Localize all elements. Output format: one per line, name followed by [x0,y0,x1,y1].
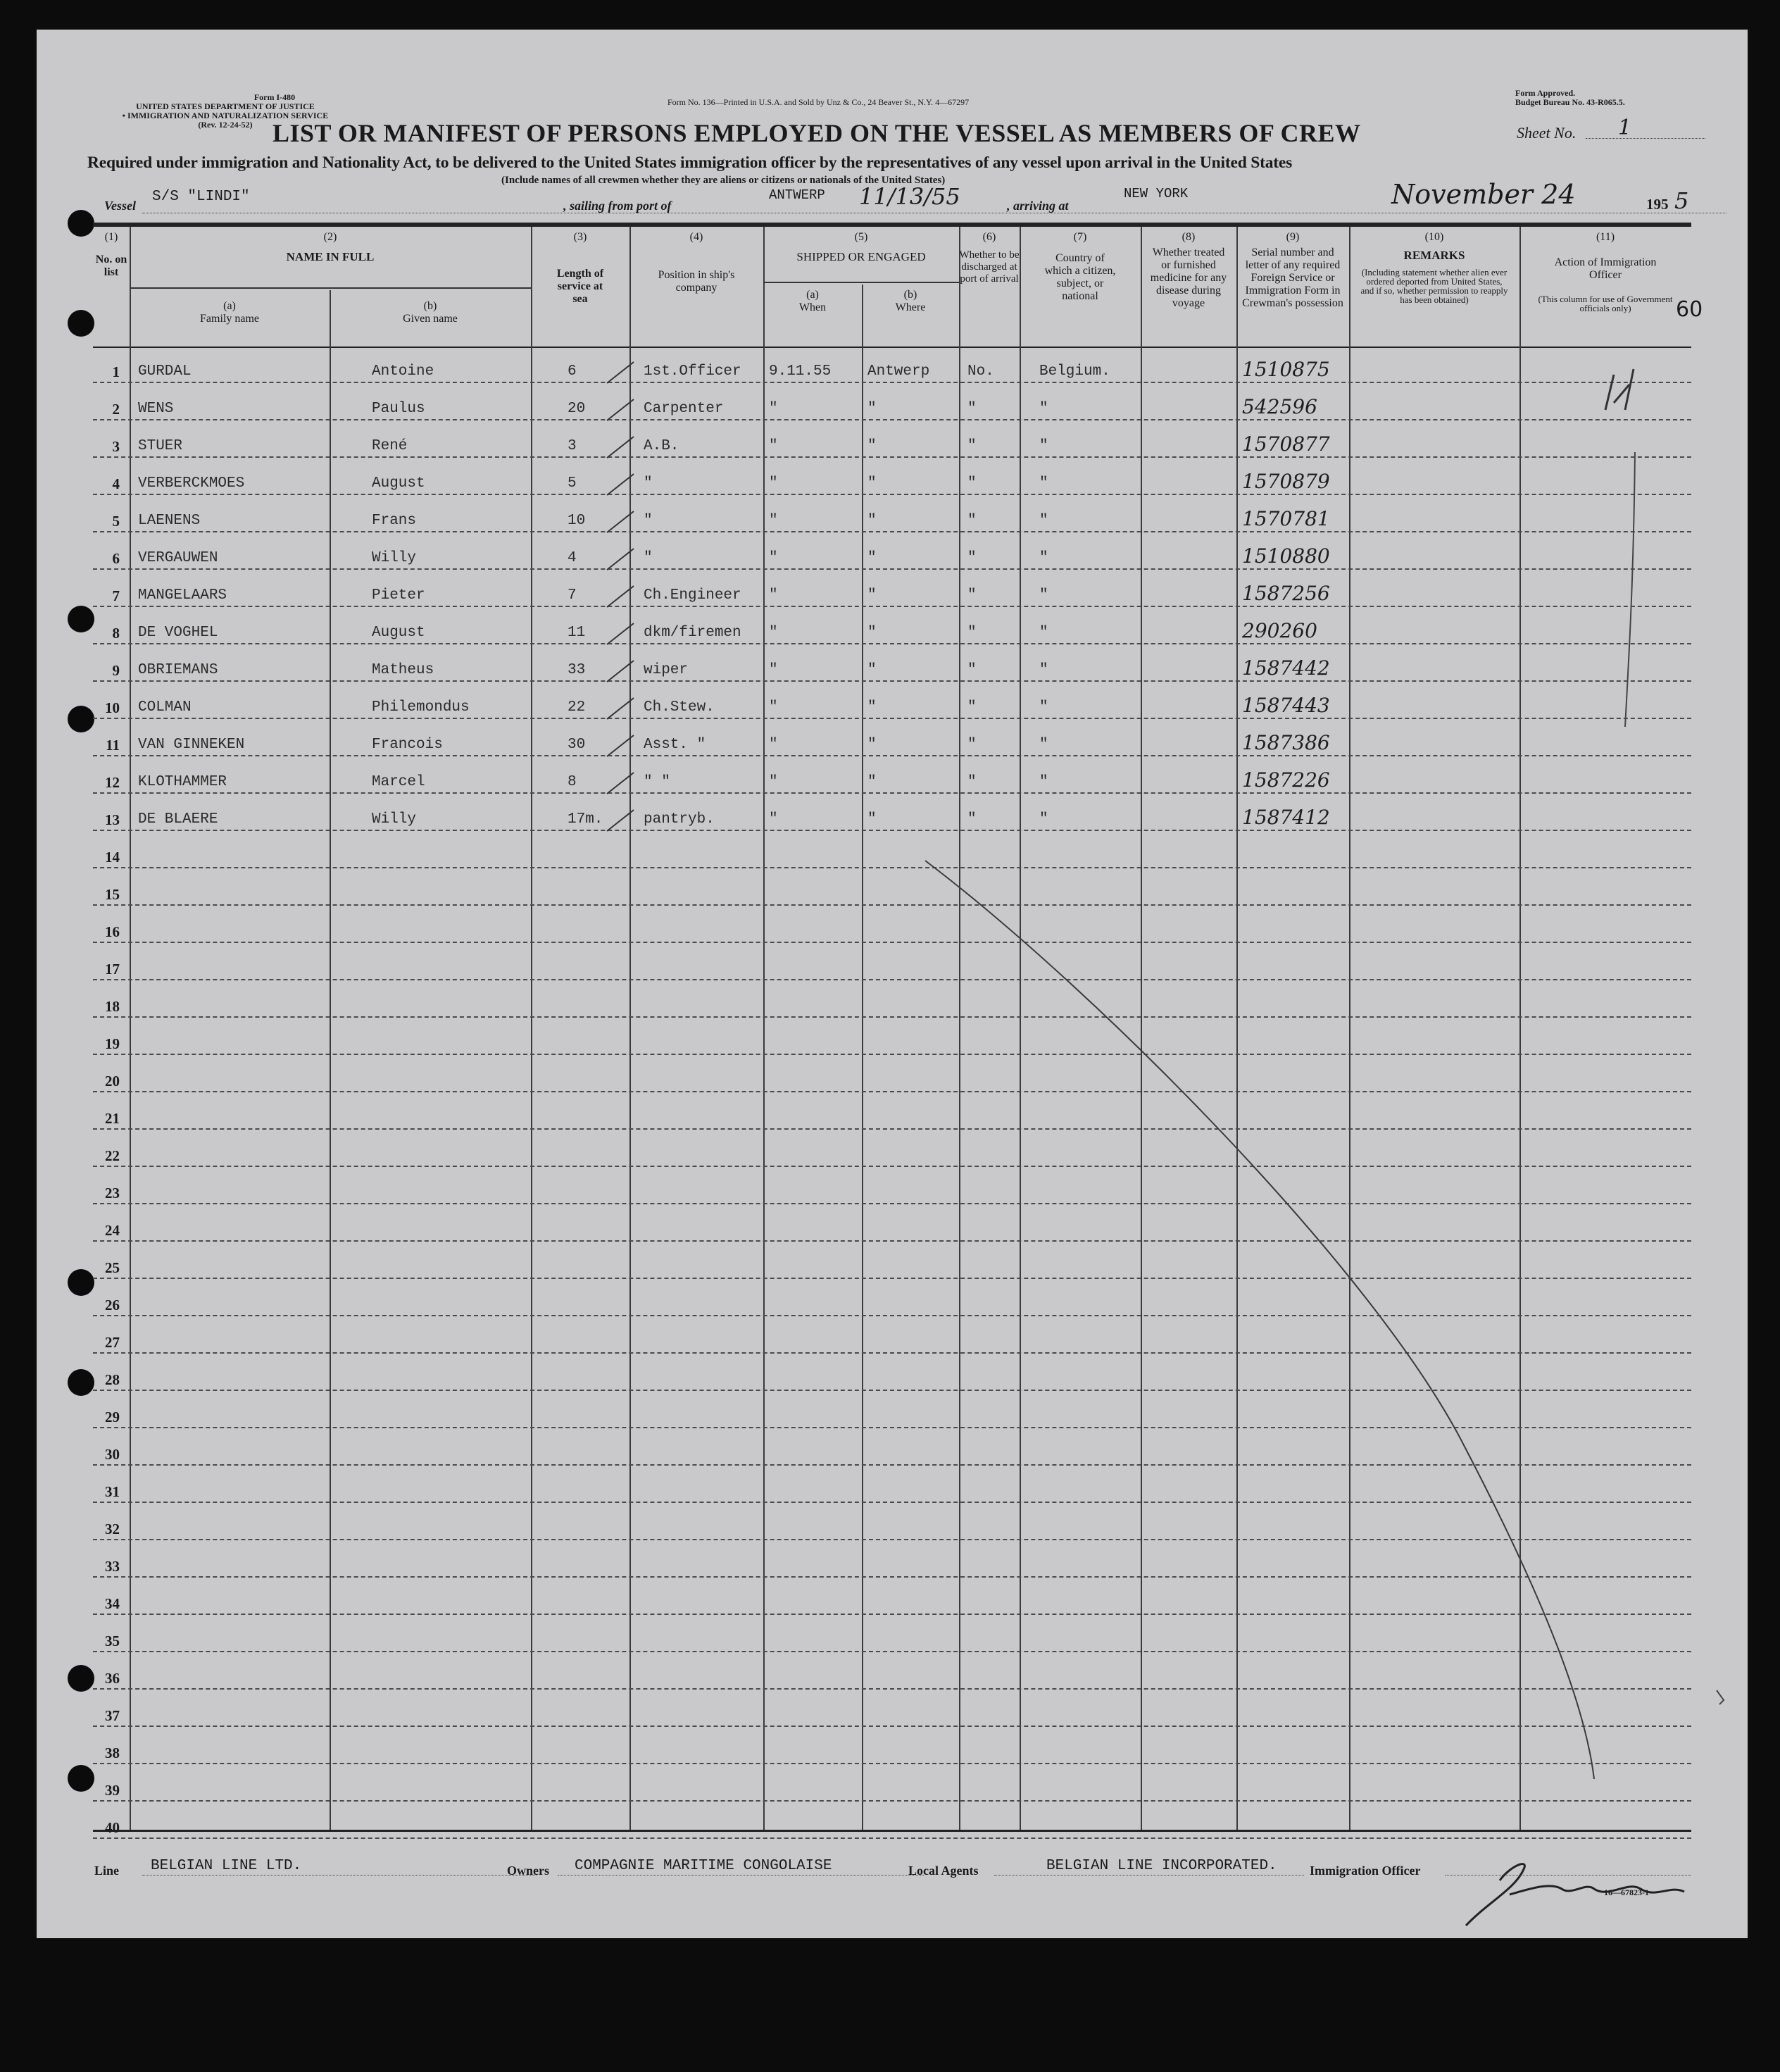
diagonal-pencil-stroke [925,861,1594,1779]
col-11-number: (11) [1596,231,1615,243]
row-number: 20 [105,1073,120,1090]
col-5b-label: Where [895,301,926,313]
col-4-number: (4) [689,231,703,243]
crew-discharge-cell: " [967,737,977,753]
year-prefix: 195 [1646,196,1669,213]
owners-underline [558,1875,924,1876]
col-5a-label: When [798,301,827,313]
pencil-annotations [37,30,1748,1938]
col-2a-label: Family name [200,313,259,325]
col-5-number: (5) [854,231,868,243]
crew-where-cell: " [867,401,877,417]
crew-when-cell: " [769,737,778,753]
crew-country-cell: " [1039,587,1048,604]
col-8-label: Whether treated or furnished medicine for any disease during voyage [1150,246,1227,309]
crew-position-cell: 1st.Officer [644,363,741,380]
crew-where-cell: " [867,737,877,753]
col-3-label: Length of service at sea [556,268,604,305]
crew-family-cell: STUER [138,438,183,454]
crew-service-cell: 8 [568,774,577,790]
arriving-label: , arriving at [1007,199,1069,213]
crew-serial-cell: 1587386 [1242,731,1330,754]
crew-when-cell: " [769,401,778,417]
crew-where-cell: " [867,438,877,454]
crew-service-cell: 20 [568,401,586,417]
row-number: 23 [105,1185,120,1202]
sheet-number: 1 [1618,116,1632,140]
crew-discharge-cell: No. [967,363,994,380]
row-number: 38 [105,1745,120,1761]
crew-given-cell: Francois [372,737,443,753]
crew-when-cell: " [769,699,778,716]
row-number: 1 [112,363,120,380]
crew-family-cell: KLOTHAMMER [138,774,227,790]
row-number: 6 [112,550,120,567]
crew-given-cell: Paulus [372,401,425,417]
crew-service-cell: 30 [568,737,586,753]
row-number: 2 [112,401,120,418]
row-number: 13 [105,811,120,828]
form-number: Form I-480 [253,92,296,102]
row-number: 27 [105,1334,120,1351]
crew-discharge-cell: " [967,662,977,678]
year-suffix: 5 [1674,187,1689,214]
port-value: ANTWERP [769,187,825,203]
crew-family-cell: GURDAL [138,363,192,380]
crew-family-cell: DE BLAERE [138,811,218,828]
crew-family-cell: LAENENS [138,513,201,529]
crew-service-cell: 10 [568,513,586,529]
row-number: 17 [105,961,120,978]
row-number: 29 [105,1409,120,1425]
row-number: 5 [112,513,120,530]
printer-note: Form No. 136—Printed in U.S.A. and Sold by Unz & Co., 24 Beaver St., N.Y. 4—67297 [668,97,970,107]
tick-mark [1605,369,1634,410]
vertical-pencil-line [1625,452,1635,727]
department-name: UNITED STATES DEPARTMENT OF JUSTICE [136,101,315,111]
col-5a-letter: (a) [806,289,819,301]
col-7-number: (7) [1073,231,1087,243]
col-1-label: No. on list [95,254,127,278]
row-number: 31 [105,1483,120,1500]
col-2b-label: Given name [403,313,458,325]
col-9-number: (9) [1286,231,1300,243]
crew-service-cell: 6 [568,363,577,380]
crew-where-cell: " [867,699,877,716]
sheet-label: Sheet No. [1517,124,1577,142]
crew-serial-cell: 1570879 [1242,470,1330,493]
officer-label: Immigration Officer [1310,1864,1421,1878]
crew-service-cell: 7 [568,587,577,604]
row-number: 39 [105,1782,120,1799]
crew-service-cell: 22 [568,699,586,716]
crew-when-cell: " [769,475,778,492]
crew-position-cell: " [644,550,653,566]
crew-position-cell: " [644,513,653,529]
crew-serial-cell: 1510875 [1242,358,1330,381]
crew-family-cell: OBRIEMANS [138,662,218,678]
crew-discharge-cell: " [967,811,977,828]
crew-discharge-cell: " [967,550,977,566]
row-number: 30 [105,1446,120,1463]
agents-value: BELGIAN LINE INCORPORATED. [1046,1858,1277,1874]
crew-given-cell: Marcel [372,774,425,790]
sailing-label: , sailing from port of [563,199,672,213]
col-6-number: (6) [982,231,996,243]
crew-serial-cell: 1587226 [1242,768,1330,792]
crew-serial-cell: 542596 [1242,395,1317,418]
owners-label: Owners [507,1864,549,1878]
row-number: 40 [105,1819,120,1836]
crew-given-cell: Willy [372,550,417,566]
crew-when-cell: " [769,774,778,790]
crew-position-cell: Carpenter [644,401,724,417]
line-label: Line [94,1864,120,1878]
row-number: 25 [105,1259,120,1276]
crew-family-cell: VAN GINNEKEN [138,737,245,753]
vessel-value: S/S "LINDI" [152,189,250,205]
crew-service-cell: 17m. [568,811,603,828]
crew-country-cell: " [1039,550,1048,566]
row-number: 34 [105,1595,120,1612]
crew-given-cell: Willy [372,811,417,828]
crew-serial-cell: 1570877 [1242,432,1330,456]
crew-serial-cell: 1587412 [1242,806,1330,829]
row-number: 14 [105,849,120,866]
crew-given-cell: August [372,625,425,641]
crew-service-cell: 3 [568,438,577,454]
crew-family-cell: VERGAUWEN [138,550,218,566]
crew-position-cell: " " [644,774,670,790]
row-number: 10 [105,699,120,716]
col-7-label: Country of which a citizen, subject, or national [1044,252,1116,302]
line-value: BELGIAN LINE LTD. [151,1858,302,1874]
crew-family-cell: WENS [138,401,174,417]
service-name: • IMMIGRATION AND NATURALIZATION SERVICE [122,111,329,120]
crew-country-cell: " [1039,401,1048,417]
crew-where-cell: " [867,774,877,790]
crew-where-cell: " [867,587,877,604]
crew-country-cell: " [1039,662,1048,678]
agents-underline [994,1875,1304,1876]
col-10-number: (10) [1424,231,1444,243]
crew-country-cell: " [1039,811,1048,828]
crew-position-cell: Ch.Stew. [644,699,715,716]
crew-discharge-cell: " [967,699,977,716]
row-number: 12 [105,774,120,791]
crew-position-cell: pantryb. [644,811,715,828]
arrival-date: November 24 [1391,179,1576,210]
crew-country-cell: " [1039,625,1048,641]
row-number: 22 [105,1147,120,1164]
crew-where-cell: " [867,513,877,529]
col-9-label: Serial number and letter of any required Foreign Service or Immigration Form in Crewman's possession [1242,246,1343,309]
crew-given-cell: August [372,475,425,492]
margin-stamp: 60 [1676,297,1703,322]
vessel-label: Vessel [104,199,136,213]
crew-family-cell: VERBERCKMOES [138,475,245,492]
subtitle: Required under immigration and Nationality Act, to be delivered to the United States immigration officer by the representatives of any vessel upon arrival in the United States [87,154,1293,172]
crew-position-cell: A.B. [644,438,679,454]
row-number: 33 [105,1558,120,1575]
crew-discharge-cell: " [967,587,977,604]
crew-serial-cell: 1587256 [1242,582,1330,605]
crew-serial-cell: 290260 [1242,619,1317,642]
col-5-label: SHIPPED OR ENGAGED [796,250,926,263]
col-2a-letter: (a) [223,300,236,312]
crew-discharge-cell: " [967,774,977,790]
crew-position-cell: dkm/firemen [644,625,741,641]
col-3-number: (3) [573,231,587,243]
crew-discharge-cell: " [967,513,977,529]
line-underline [142,1875,537,1876]
sailing-date: 11/13/55 [859,183,960,210]
row-number: 11 [106,737,120,754]
crew-country-cell: " [1039,699,1048,716]
crew-discharge-cell: " [967,475,977,492]
col-10-label: REMARKS [1403,249,1465,262]
col-2b-letter: (b) [423,300,437,312]
crew-where-cell: " [867,625,877,641]
col-11-note: (This column for use of Government officials only) [1538,294,1673,313]
crew-given-cell: Pieter [372,587,425,604]
crew-where-cell: Antwerp [867,363,930,380]
crew-when-cell: " [769,662,778,678]
row-number: 16 [105,923,120,940]
form-approved: Form Approved. [1515,88,1576,98]
col-6-label: Whether to be discharged at port of arrival [959,249,1020,285]
crew-where-cell: " [867,475,877,492]
right-margin-mark [1717,1690,1724,1704]
crew-position-cell: Ch.Engineer [644,587,741,604]
crew-service-cell: 33 [568,662,586,678]
col-2-label: NAME IN FULL [286,250,375,263]
crew-when-cell: " [769,438,778,454]
crew-country-cell: " [1039,774,1048,790]
crew-family-cell: COLMAN [138,699,192,716]
row-number: 3 [112,438,120,455]
crew-country-cell: " [1039,737,1048,753]
arriving-value: NEW YORK [1124,186,1189,201]
crew-given-cell: Frans [372,513,417,529]
row-number: 35 [105,1633,120,1649]
col-11-label: Action of Immigration Officer [1554,256,1657,281]
crew-family-cell: MANGELAARS [138,587,227,604]
agents-label: Local Agents [908,1864,979,1878]
crew-discharge-cell: " [967,401,977,417]
row-number: 37 [105,1707,120,1724]
crew-country-cell: " [1039,475,1048,492]
crew-when-cell: 9.11.55 [769,363,832,380]
row-number: 21 [105,1110,120,1127]
officer-signature [1466,1864,1684,1926]
crew-when-cell: " [769,625,778,641]
crew-given-cell: Philemondus [372,699,470,716]
crew-when-cell: " [769,550,778,566]
row-number: 15 [105,886,120,903]
crew-country-cell: " [1039,513,1048,529]
crew-serial-cell: 1587442 [1242,656,1330,680]
crew-service-cell: 4 [568,550,577,566]
crew-serial-cell: 1510880 [1242,544,1330,568]
crew-given-cell: Antoine [372,363,434,380]
row-number: 36 [105,1670,120,1687]
row-number: 28 [105,1371,120,1388]
crew-service-cell: 11 [568,625,586,641]
row-number: 19 [105,1035,120,1052]
crew-country-cell: " [1039,438,1048,454]
col-8-number: (8) [1182,231,1196,243]
row-number: 9 [112,662,120,679]
crew-given-cell: Matheus [372,662,434,678]
crew-serial-cell: 1587443 [1242,694,1330,717]
crew-discharge-cell: " [967,438,977,454]
row-number: 18 [105,998,120,1015]
col-1-number: (1) [104,231,118,243]
crew-position-cell: wiper [644,662,689,678]
crew-service-cell: 5 [568,475,577,492]
revision: (Rev. 12-24-52) [198,120,253,130]
crew-where-cell: " [867,550,877,566]
row-number: 8 [112,625,120,642]
row-number: 26 [105,1297,120,1313]
row-number: 4 [112,475,120,492]
crew-when-cell: " [769,513,778,529]
subtitle-note: (Include names of all crewmen whether they are aliens or citizens or nationals of the United States) [501,175,946,186]
crew-discharge-cell: " [967,625,977,641]
crew-given-cell: René [372,438,408,454]
crew-when-cell: " [769,587,778,604]
manifest-sheet [37,30,1748,1938]
budget-bureau: Budget Bureau No. 43-R065.5. [1515,97,1625,107]
crew-where-cell: " [867,662,877,678]
col-2-number: (2) [323,231,337,243]
row-number: 24 [105,1222,120,1239]
crew-family-cell: DE VOGHEL [138,625,218,641]
row-number: 32 [105,1521,120,1537]
crew-where-cell: " [867,811,877,828]
owners-value: COMPAGNIE MARITIME CONGOLAISE [575,1858,832,1874]
col-10-note: (Including statement whether alien ever ordered deported from United States, and if so, whether permission to reapply has been obtained) [1360,267,1508,305]
form-code: 16—67823-1 [1604,1887,1649,1897]
page-title: LIST OR MANIFEST OF PERSONS EMPLOYED ON THE VESSEL AS MEMBERS OF CREW [272,119,1361,147]
row-number: 7 [112,587,120,604]
crew-when-cell: " [769,811,778,828]
col-5b-letter: (b) [903,289,917,301]
crew-serial-cell: 1570781 [1242,507,1330,530]
officer-underline [1445,1875,1691,1876]
crew-position-cell: Asst. " [644,737,706,753]
col-4-label: Position in ship's company [658,269,735,294]
crew-position-cell: " [644,475,653,492]
crew-country-cell: Belgium. [1039,363,1110,380]
